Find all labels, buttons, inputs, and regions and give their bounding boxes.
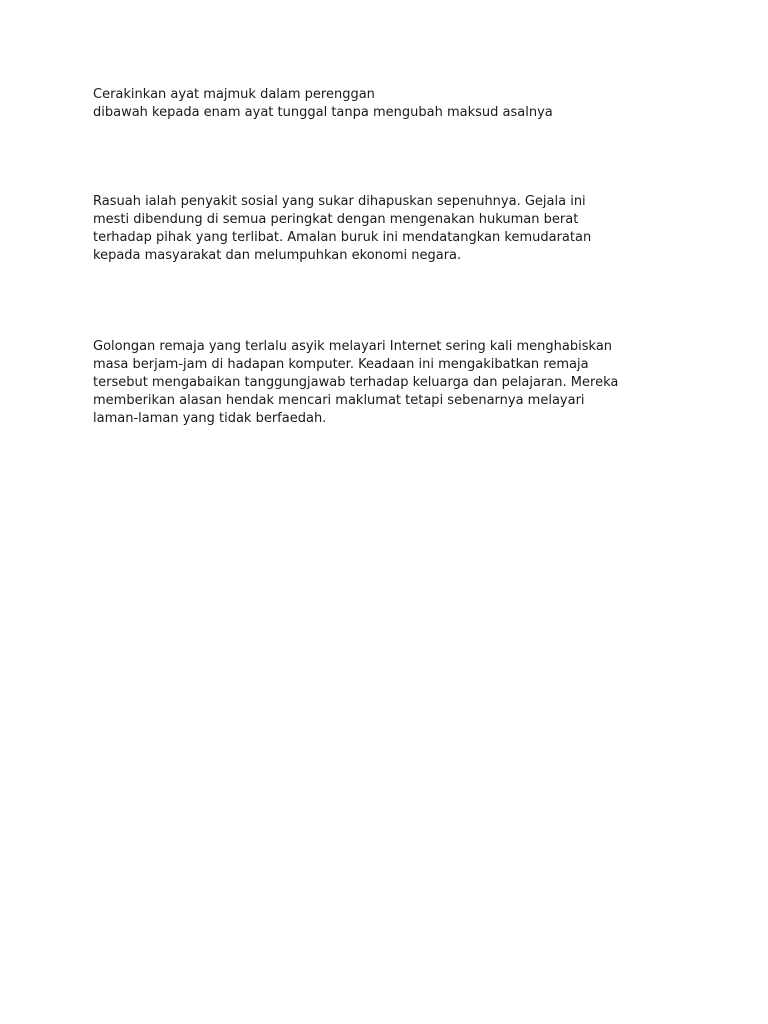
paragraph-line: kepada masyarakat dan melumpuhkan ekonomi negara. [93,248,462,263]
instruction-line: dibawah kepada enam ayat tunggal tanpa mengubah maksud asalnya [93,105,553,120]
paragraph-line: tersebut mengabaikan tanggungjawab terhadap keluarga dan pelajaran. Mereka [93,375,619,390]
paragraph-line: Rasuah ialah penyakit sosial yang sukar dihapuskan sepenuhnya. Gejala ini [93,194,586,209]
instruction-text [93,86,693,122]
paragraph-line: terhadap pihak yang terlibat. Amalan buruk ini mendatangkan kemudaratan [93,230,592,245]
paragraph-line: memberikan alasan hendak mencari maklumat tetapi sebenarnya melayari [93,393,585,408]
paragraph-line: laman-laman yang tidak berfaedah. [93,411,327,426]
paragraph-remaja [93,338,693,428]
paragraph-line: mesti dibendung di semua peringkat dengan mengenakan hukuman berat [93,212,579,227]
paragraph-line: masa berjam-jam di hadapan komputer. Keadaan ini mengakibatkan remaja [93,357,589,372]
instruction-line: Cerakinkan ayat majmuk dalam perenggan [93,87,375,102]
paragraph-line: Golongan remaja yang terlalu asyik melayari Internet sering kali menghabiskan [93,339,613,354]
paragraph-rasuah [93,193,693,265]
